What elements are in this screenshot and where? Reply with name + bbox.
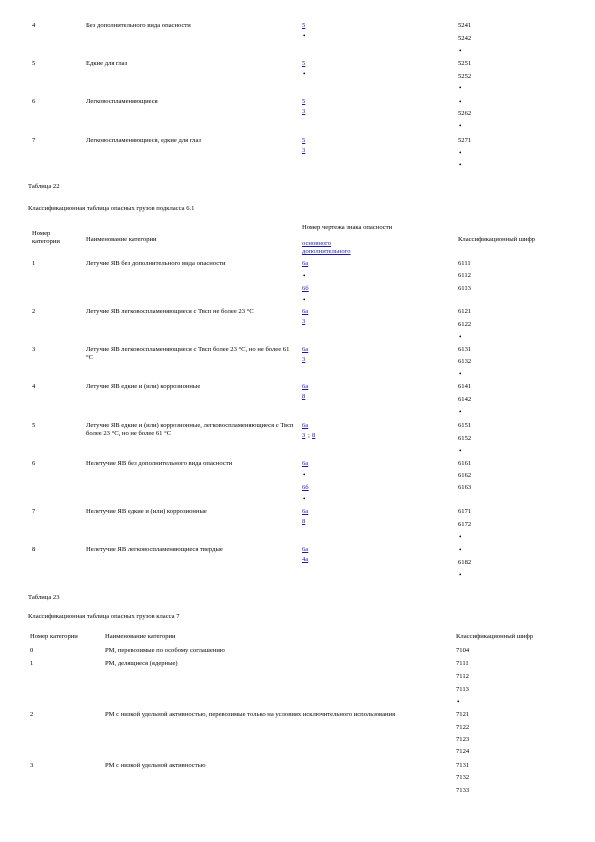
- code: 5271: [458, 137, 472, 144]
- code: 5252: [458, 73, 472, 80]
- sign-link[interactable]: 3: [302, 108, 306, 115]
- category-number: 7: [32, 137, 36, 144]
- bullet: •: [459, 408, 462, 416]
- sign-link[interactable]: 3: [302, 147, 306, 154]
- category-name: Легковоспламеняющиеся: [86, 98, 158, 105]
- code: 6172: [458, 521, 472, 528]
- category-name: Летучие ЯВ едкие и (или) коррозионные, легковоспламеняющиеся с Твсп более 23 °С, но не более 61 °С: [86, 422, 294, 437]
- sign-link[interactable]: 6а: [302, 422, 309, 429]
- header-num: Номер категории: [30, 633, 78, 640]
- code: 6141: [458, 383, 472, 390]
- sign-link[interactable]: 5: [302, 98, 306, 105]
- category-name: Летучие ЯВ легковоспламеняющиеся с Твсп более 23 °С, но не более 61 °С: [86, 346, 290, 361]
- category-name: Легковоспламеняющиеся, едкие для глаз: [86, 137, 201, 144]
- sign-link[interactable]: 6а: [302, 346, 309, 353]
- bullet: •: [457, 698, 460, 706]
- table-label: Таблица 23: [28, 594, 60, 601]
- sign-link[interactable]: 6а: [302, 460, 309, 467]
- sign-link[interactable]: 3: [302, 432, 306, 439]
- table-title: Классификационная таблица опасных грузов подкласса 6.1: [28, 205, 195, 212]
- code: 5262: [458, 110, 472, 117]
- category-number: 4: [32, 383, 36, 390]
- code: 5241: [458, 22, 472, 29]
- code: 7113: [456, 686, 469, 693]
- category-number: 5: [32, 60, 36, 67]
- header-num: Номер категории: [32, 230, 60, 245]
- header-code: Классификационный шифр: [456, 633, 534, 640]
- header-sign-main[interactable]: основного: [302, 240, 331, 247]
- code: 6121: [458, 308, 472, 315]
- sign-link[interactable]: 6б: [302, 285, 309, 292]
- bullet: •: [459, 84, 462, 92]
- sign-link[interactable]: 8: [302, 393, 306, 400]
- sign-link[interactable]: 8: [302, 518, 306, 525]
- header-name: Наименование категории: [86, 236, 157, 243]
- category-name: Без дополнительного вида опасности: [86, 22, 191, 29]
- header-sign-extra[interactable]: дополнительного: [302, 248, 351, 255]
- code: 6182: [458, 559, 472, 566]
- category-name: Летучие ЯВ без дополнительного вида опасности: [86, 260, 226, 267]
- code: 6161: [458, 460, 472, 467]
- bullet: •: [459, 533, 462, 541]
- code: 6152: [458, 435, 472, 442]
- category-name: Нелетучие ЯВ без дополнительного вида опасности: [86, 460, 233, 467]
- code: 6151: [458, 422, 472, 429]
- bullet: •: [459, 546, 462, 554]
- sign-link[interactable]: 5: [302, 137, 306, 144]
- header-name: Наименование категории: [105, 633, 176, 640]
- bullet: •: [303, 296, 306, 304]
- table-label: Таблица 22: [28, 183, 60, 190]
- sign-link[interactable]: 3: [302, 356, 306, 363]
- category-number: 2: [32, 308, 36, 315]
- bullet: •: [303, 272, 306, 280]
- header-code: Классификационный шифр: [458, 236, 536, 243]
- bullet: •: [459, 47, 462, 55]
- category-name: РМ, делящиеся (ядерные): [105, 660, 178, 667]
- code: 7121: [456, 711, 470, 718]
- sign-link[interactable]: 6б: [302, 484, 309, 491]
- code: 6131: [458, 346, 472, 353]
- document-page: 4 Без дополнительного вида опасности 5 • 5241 5242 • 5 Едкие для глаз 5 • 5251 5252 • 6 Легковоспламеняющиеся 5 3 • 5262 • 7 Легковоспламеняющиеся, едкие для глаз 5 3 5271 • • Таблица 22 Классификационная таблица опасных грузов подкласса 6.1 Номер категории Наименование категории Номер чертежа знака опасности основного дополнительного Классификационный шифр 1 Летучие ЯВ без дополнительного вида опасности 6а • 6б • 6111 6112 6113 2 Летучие ЯВ легковоспламеняющиеся с Твсп не более 23 °С 6а 3 6121 6122 • 3 Летучие ЯВ легковоспламеняющиеся с Твсп более 23 °С, но не более 61 °С 6а 3 6131 6132 • 4 Летучие ЯВ едкие и (или) коррозионные 6а 8 6141 6142 • 5 Летучие ЯВ едкие и (или) коррозионные, легковоспламеняющиеся с Твсп более 23 °С, но не более 61 °С 6а 3 ; 8 6151 6152 • 6 Нелетучие ЯВ без дополнительного вида опасности 6а • 6б • 6161 6162 6163 7 Нелетучие ЯВ едкие и (или) коррозионные 6а 8 6171 6172 • 8 Нелетучие ЯВ легковоспламеняющиеся твердые 6а 4а • 6182 • Таблица 23 Классификационная таблица опасных грузов класса 7 Номер категории Наименование категории Классификационный шифр 0 РМ, перевозимые по особому соглашению 7104 1 РМ, делящиеся (ядерные) 7111 7112 7113 • 2 РМ с низкой удельной активностью, перевозимые только на условиях исключительного использования 7121 7122 7123 7124 3 РМ с низкой удельной активностью 7131 7132 7133: [28, 22, 536, 794]
- table-title: Классификационная таблица опасных грузов класса 7: [28, 613, 180, 620]
- code: 7112: [456, 673, 469, 680]
- code: 6132: [458, 358, 472, 365]
- code: 6122: [458, 321, 472, 328]
- category-number: 0: [30, 647, 34, 654]
- code: 6142: [458, 396, 472, 403]
- sign-link[interactable]: 6а: [302, 383, 309, 390]
- code: 7133: [456, 787, 470, 794]
- category-name: РМ, перевозимые по особому соглашению: [105, 647, 225, 654]
- category-number: 7: [32, 508, 36, 515]
- category-number: 8: [32, 546, 36, 553]
- category-number: 2: [30, 711, 34, 718]
- code: 6163: [458, 484, 472, 491]
- code: 7111: [456, 660, 469, 667]
- category-name: РМ с низкой удельной активностью: [105, 762, 206, 769]
- category-number: 6: [32, 98, 36, 105]
- bullet: •: [459, 447, 462, 455]
- sign-link[interactable]: 4а: [302, 556, 309, 563]
- header-sign: Номер чертежа знака опасности: [302, 224, 393, 231]
- sign-link[interactable]: 8: [312, 432, 316, 439]
- sign-link[interactable]: 6а: [302, 546, 309, 553]
- category-number: 3: [32, 346, 36, 353]
- bullet: •: [459, 149, 462, 157]
- sign-link[interactable]: 3: [302, 318, 306, 325]
- sign-link[interactable]: 6а: [302, 260, 309, 267]
- bullet: •: [303, 70, 306, 78]
- code: 7132: [456, 774, 470, 781]
- code: 6111: [458, 260, 471, 267]
- bullet: •: [303, 495, 306, 503]
- category-number: 1: [32, 260, 36, 267]
- code: 6113: [458, 285, 471, 292]
- bullet: •: [303, 471, 306, 479]
- code: 7122: [456, 724, 470, 731]
- code: 5251: [458, 60, 472, 67]
- category-name: РМ с низкой удельной активностью, перевозимые только на условиях исключительного использования: [105, 711, 396, 718]
- category-number: 5: [32, 422, 36, 429]
- code: 6171: [458, 508, 472, 515]
- bullet: •: [459, 333, 462, 341]
- code: 7123: [456, 736, 470, 743]
- code: 6112: [458, 272, 471, 279]
- category-number: 3: [30, 762, 34, 769]
- code: 7131: [456, 762, 470, 769]
- bullet: •: [303, 32, 306, 40]
- category-name: Едкие для глаз: [86, 60, 128, 67]
- category-name: Нелетучие ЯВ легковоспламеняющиеся твердые: [86, 546, 223, 553]
- sign-link[interactable]: 5: [302, 22, 306, 29]
- bullet: •: [459, 161, 462, 169]
- code: 7124: [456, 748, 470, 755]
- category-name: Летучие ЯВ легковоспламеняющиеся с Твсп не более 23 °С: [86, 308, 254, 315]
- code: 6162: [458, 472, 472, 479]
- category-name: Летучие ЯВ едкие и (или) коррозионные: [86, 383, 201, 390]
- bullet: •: [459, 122, 462, 130]
- category-number: 6: [32, 460, 36, 467]
- sign-link[interactable]: 5: [302, 60, 306, 67]
- bullet: •: [459, 571, 462, 579]
- bullet: •: [459, 370, 462, 378]
- sign-link[interactable]: 6а: [302, 508, 309, 515]
- category-number: 1: [30, 660, 34, 667]
- sign-link[interactable]: 6а: [302, 308, 309, 315]
- code: 5242: [458, 35, 472, 42]
- category-number: 4: [32, 22, 36, 29]
- code: 7104: [456, 647, 470, 654]
- category-name: Нелетучие ЯВ едкие и (или) коррозионные: [86, 508, 207, 515]
- bullet: •: [459, 98, 462, 106]
